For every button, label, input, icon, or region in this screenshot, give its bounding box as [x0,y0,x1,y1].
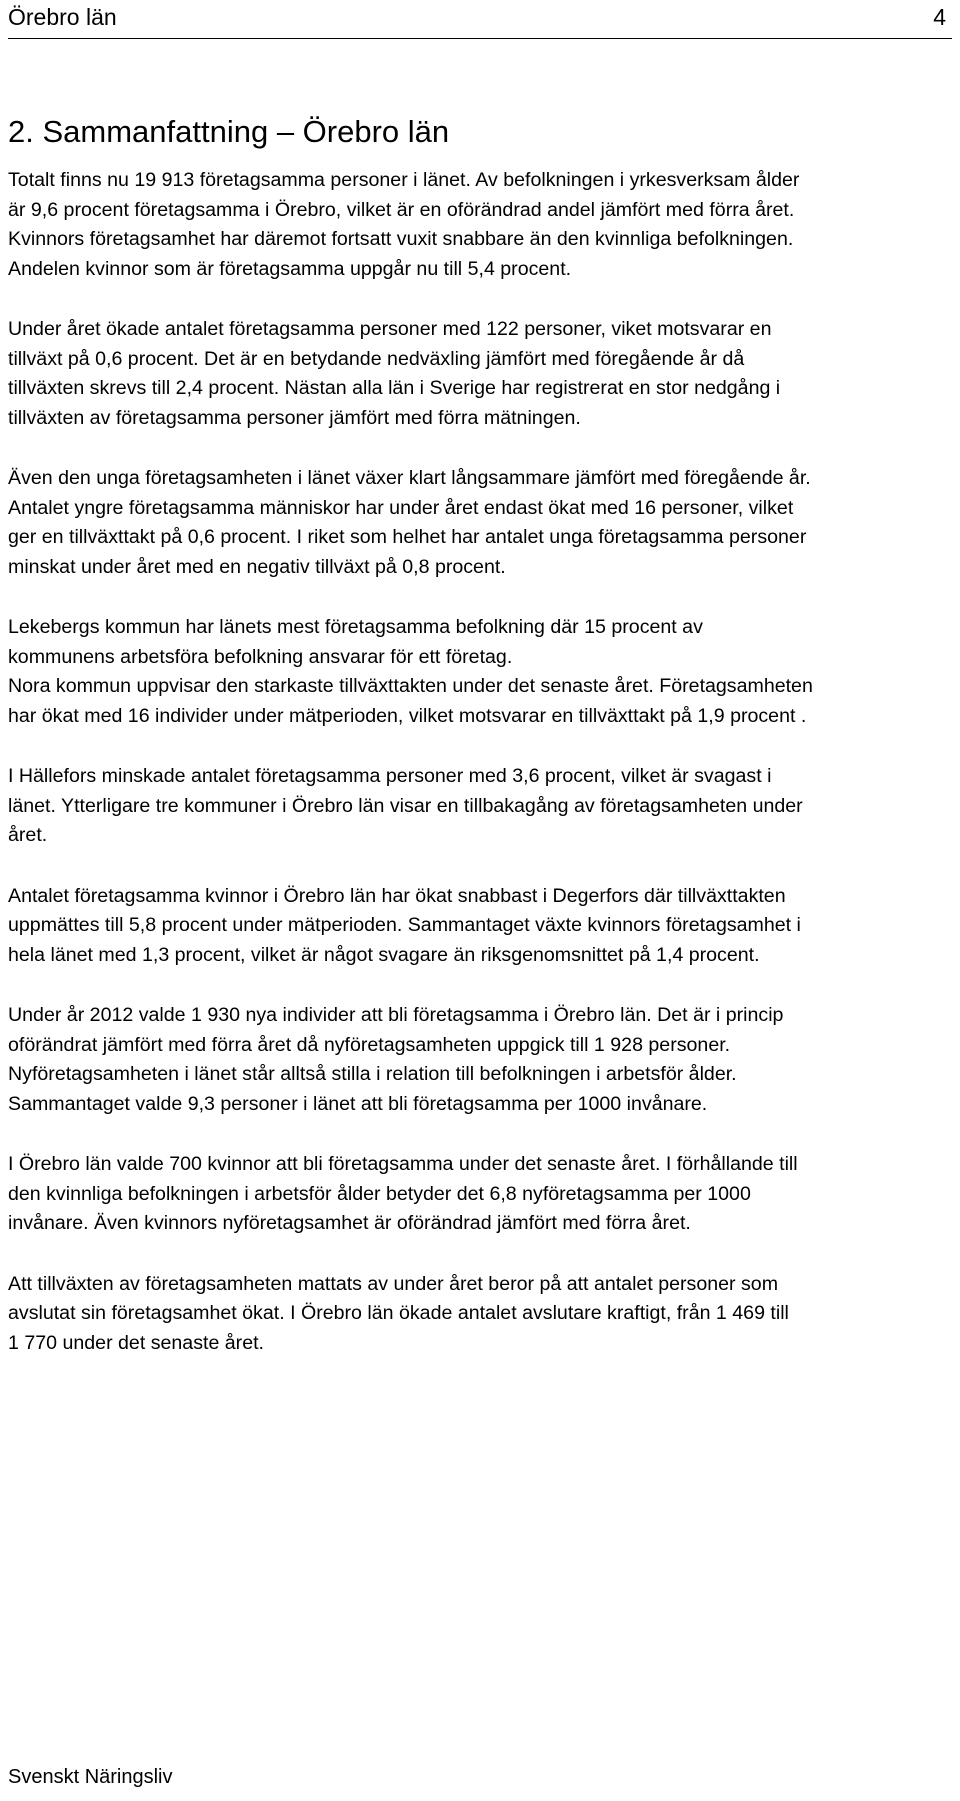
paragraph-line: Lekebergs kommun har länets mest företagsamma befolkning där 15 procent av [8,616,703,638]
paragraph-line: Nora kommun uppvisar den starkaste tillväxttakten under det senaste året. Företagsamheten [8,675,813,697]
paragraph [8,1001,953,1119]
page-footer: Svenskt Näringsliv [8,1766,173,1788]
paragraph-line: Antalet yngre företagsamma människor har under året endast ökat med 16 personer, vilket [8,496,794,519]
paragraph-line: länet. Ytterligare tre kommuner i Örebro län visar en tillbakagång av företagsamheten under [8,794,803,817]
paragraph [8,762,953,851]
paragraph-line: tillväxten av företagsamma personer jämfört med förra mätningen. [8,406,581,429]
paragraph-line: Totalt finns nu 19 913 företagsamma personer i länet. Av befolkningen i yrkesverksam ålder [8,169,800,191]
paragraph [8,1150,953,1239]
paragraph-line: tillväxten skrevs till 2,4 procent. Nästan alla län i Sverige har registrerat en stor nedgång i [8,377,781,399]
paragraph-line: 1 770 under det senaste året. [8,1331,264,1354]
paragraph [8,882,953,971]
paragraph-line: Under år 2012 valde 1 930 nya individer att bli företagsamma i Örebro län. Det är i princip [8,1004,784,1026]
paragraph-line: kommunens arbetsföra befolkning ansvarar för ett företag. [8,645,513,668]
paragraph-line: året. [8,824,48,846]
paragraph [8,464,953,582]
paragraph-line: Att tillväxten av företagsamheten mattats av under året beror på att antalet personer som [8,1272,779,1295]
paragraph-line: Kvinnors företagsamhet har däremot fortsatt vuxit snabbare än den kvinnliga befolkningen. [8,228,794,250]
section-heading: 2. Sammanfattning – Örebro län [8,114,450,149]
document-body [8,166,953,1389]
page-number: 4 [933,4,946,30]
paragraph-line: Under året ökade antalet företagsamma personer med 122 personer, viket motsvarar en [8,318,772,340]
paragraph-line: har ökat med 16 individer under mätperioden, vilket motsvarar en tillväxttakt på 1,9 procent . [8,704,807,727]
paragraph-line: oförändrat jämfört med förra året då nyföretagsamheten uppgick till 1 928 personer. [8,1033,731,1056]
paragraph [8,315,953,433]
paragraph-line: den kvinnliga befolkningen i arbetsför ålder betyder det 6,8 nyföretagsamma per 1000 [8,1182,751,1205]
page-header [8,0,952,39]
paragraph-line: I Hällefors minskade antalet företagsamma personer med 3,6 procent, vilket är svagast i [8,765,772,787]
paragraph-line: Sammantaget valde 9,3 personer i länet att bli företagsamma per 1000 invånare. [8,1092,708,1115]
paragraph-line: Även den unga företagsamheten i länet växer klart långsammare jämfört med föregående år. [8,467,811,489]
paragraph-line: tillväxt på 0,6 procent. Det är en betydande nedväxling jämfört med föregående år då [8,347,745,370]
paragraph-line: minskat under året med en negativ tillväxt på 0,8 procent. [8,555,506,578]
paragraph [8,613,953,731]
paragraph-line: hela länet med 1,3 procent, vilket är något svagare än riksgenomsnittet på 1,4 procent. [8,943,760,966]
paragraph [8,166,953,284]
paragraph-line: uppmättes till 5,8 procent under mätperioden. Sammantaget växte kvinnors företagsamhet i [8,914,801,936]
paragraph-line: avslutat sin företagsamhet ökat. I Örebro län ökade antalet avslutare kraftigt, från 1 469 till [8,1302,789,1324]
paragraph-line: Antalet företagsamma kvinnor i Örebro län har ökat snabbast i Degerfors där tillväxttakten [8,884,786,907]
paragraph-line: Andelen kvinnor som är företagsamma uppgår nu till 5,4 procent. [8,257,572,280]
paragraph-line: ger en tillväxttakt på 0,6 procent. I riket som helhet har antalet unga företagsamma personer [8,526,807,548]
paragraph-line: I Örebro län valde 700 kvinnor att bli företagsamma under det senaste året. I förhållande till [8,1153,798,1175]
paragraph-line: är 9,6 procent företagsamma i Örebro, vilket är en oförändrad andel jämfört med förra året. [8,198,795,221]
paragraph-line: invånare. Även kvinnors nyföretagsamhet är oförändrad jämfört med förra året. [8,1212,691,1234]
header-title: Örebro län [8,4,117,30]
paragraph [8,1270,953,1359]
paragraph-line: Nyföretagsamheten i länet står alltså stilla i relation till befolkningen i arbetsför ålder. [8,1063,737,1085]
